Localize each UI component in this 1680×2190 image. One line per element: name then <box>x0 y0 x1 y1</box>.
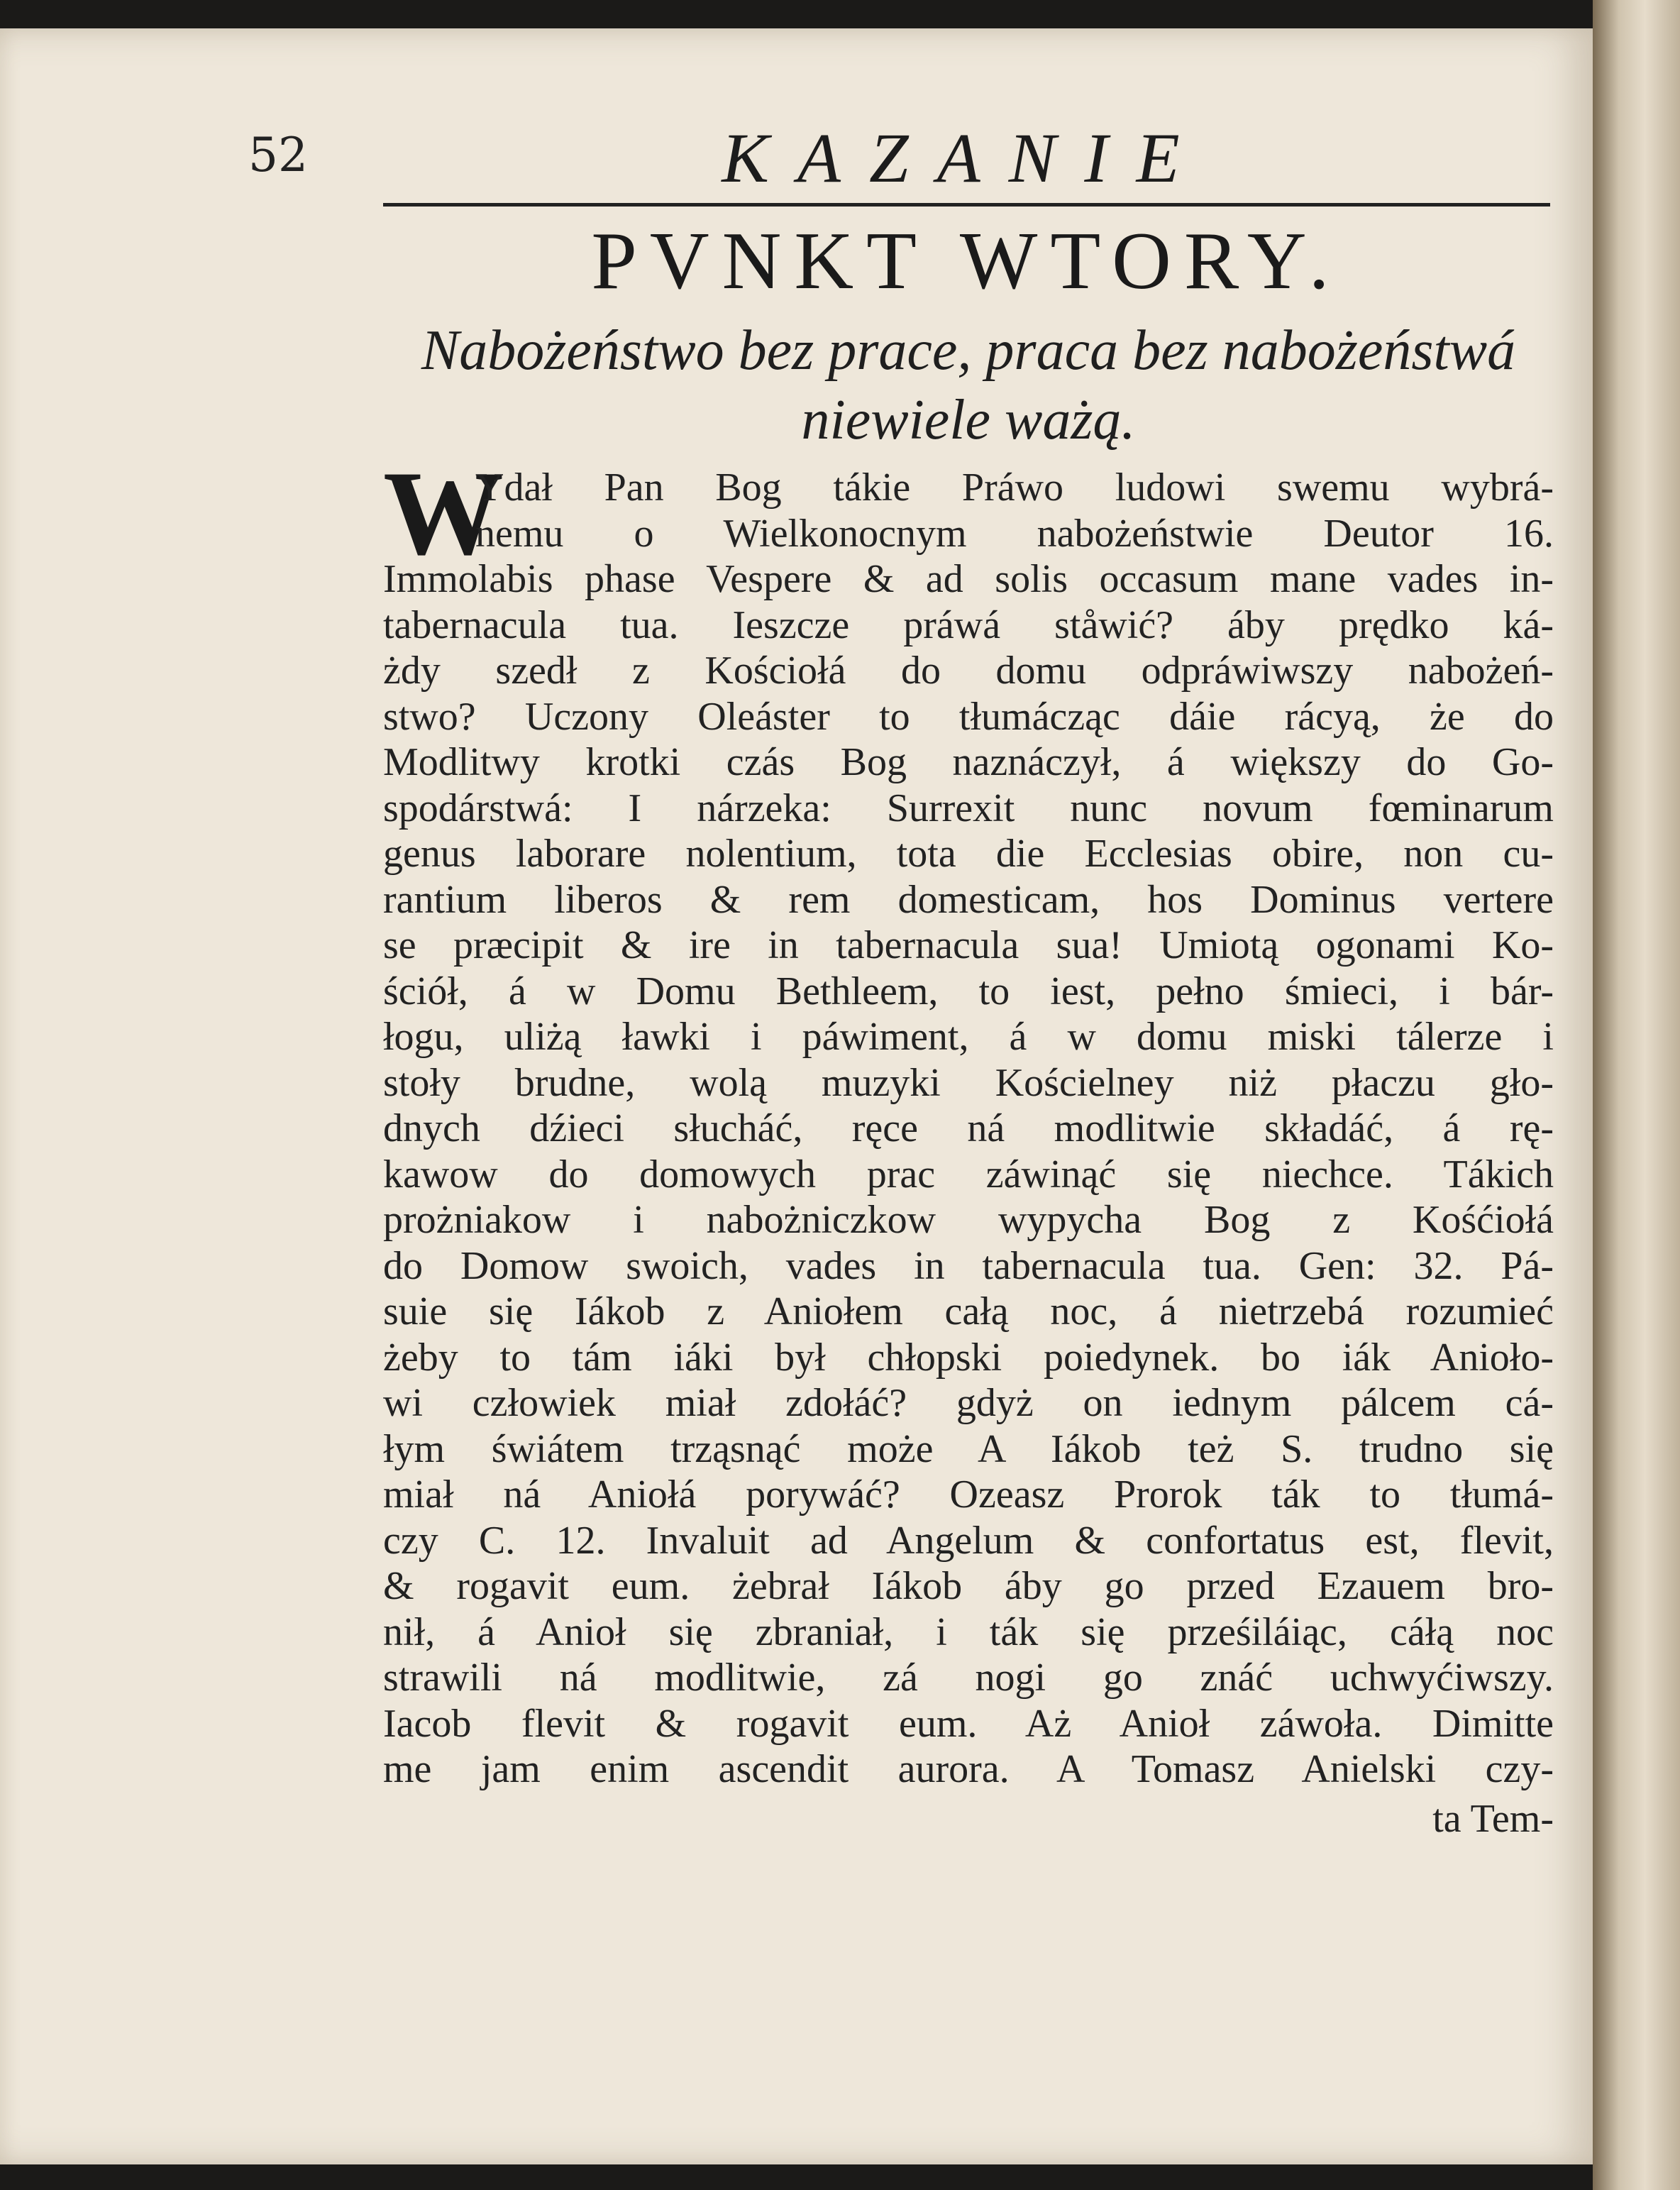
body-line: żdy szedł z Kościołá do domu odpráwiwszy nabożeń- <box>383 649 1554 693</box>
body-line: prożniakow i nabożniczkow wypycha Bog z Kośćiołá <box>383 1198 1554 1242</box>
body-line: tabernacula tua. Ieszcze práwá ståwić? áby prędko ká- <box>383 602 1554 647</box>
subtitle-line: Nabożeństwo bez prace, praca bez nabożeństwá <box>421 319 1516 382</box>
body-line: ściół, á w Domu Bethleem, to iest, pełno śmieci, i bár- <box>383 969 1554 1013</box>
body-line: wi człowiek miał zdołáć? gdyż on iednym pálcem cá- <box>383 1381 1554 1425</box>
body-line: kawow do domowych prac záwinąć się niechce. Tákich <box>383 1152 1554 1196</box>
running-head: KAZANIE <box>722 119 1208 197</box>
body-line: do Domow swoich, vades in tabernacula tua. Gen: 32. Pá- <box>383 1243 1554 1288</box>
body-line: suie się Iákob z Aniołem całą noc, á nietrzebá rozumieć <box>383 1289 1554 1333</box>
section-heading: PVNKT WTORY. <box>591 216 1342 307</box>
body-line: nił, á Anioł się zbraniał, i ták się prześiláiąc, cáłą noc <box>383 1610 1554 1654</box>
header-rule <box>383 203 1550 207</box>
body-line: łogu, uliżą ławki i páwiment, á w domu miski tálerze i <box>383 1015 1554 1059</box>
body-line: rantium liberos & rem domesticam, hos Dominus vertere <box>383 877 1554 922</box>
page-number: 52 <box>248 128 308 182</box>
body-line: se præcipit & ire in tabernacula sua! Umiotą ogonami Ko- <box>383 923 1554 967</box>
body-line: Immolabis phase Vespere & ad solis occasum mane vades in- <box>383 557 1554 601</box>
body-line: nemu o Wielkonocnym nabożeństwie Deutor 16. <box>475 511 1554 556</box>
body-line: Iacob flevit & rogavit eum. Aż Anioł záwoła. Dimitte <box>383 1701 1554 1746</box>
body-text <box>383 465 1554 1793</box>
body-line: łym świátem trząsnąć może A Iákob też S. trudno się <box>383 1426 1554 1471</box>
body-line: Ydał Pan Bog tákie Práwo ludowi swemu wybrá- <box>475 466 1554 510</box>
subtitle-line: niewiele ważą. <box>801 389 1136 451</box>
body-line: Modlitwy krotki czás Bog naznáczył, á większy do Go- <box>383 740 1554 784</box>
book-spine <box>1593 0 1680 2190</box>
drop-cap: W <box>383 446 504 580</box>
body-line: stwo? Uczony Oleáster to tłumácząc dáie rácyą, że do <box>383 694 1554 739</box>
body-line: miał ná Aniołá porywáć? Ozeasz Prorok ták to tłumá- <box>383 1473 1554 1517</box>
body-line: stoły brudne, wolą muzyki Kościelney niż płaczu gło- <box>383 1060 1554 1105</box>
body-line: dnych dźieci słucháć, ręce ná modlitwie składáć, á rę- <box>383 1106 1554 1150</box>
body-line: spodárstwá: I nárzeka: Surrexit nunc novum fœminarum <box>383 786 1554 830</box>
body-line: me jam enim ascendit aurora. A Tomasz Anielski czy- <box>383 1747 1554 1791</box>
body-line: żeby to tám iáki był chłopski poiedynek. bo iák Anioło- <box>383 1335 1554 1380</box>
body-line: & rogavit eum. żebrał Iákob áby go przed Ezauem bro- <box>383 1564 1554 1608</box>
book-page <box>0 28 1593 2164</box>
catchword: ta Tem- <box>1432 1796 1554 1841</box>
body-line: genus laborare nolentium, tota die Ecclesias obire, non cu- <box>383 832 1554 876</box>
body-line: strawili ná modlitwie, zá nogi go znáć uchwyćiwszy. <box>383 1656 1554 1700</box>
section-subtitle <box>383 316 1554 455</box>
body-line: czy C. 12. Invaluit ad Angelum & confortatus est, flevit, <box>383 1518 1554 1563</box>
